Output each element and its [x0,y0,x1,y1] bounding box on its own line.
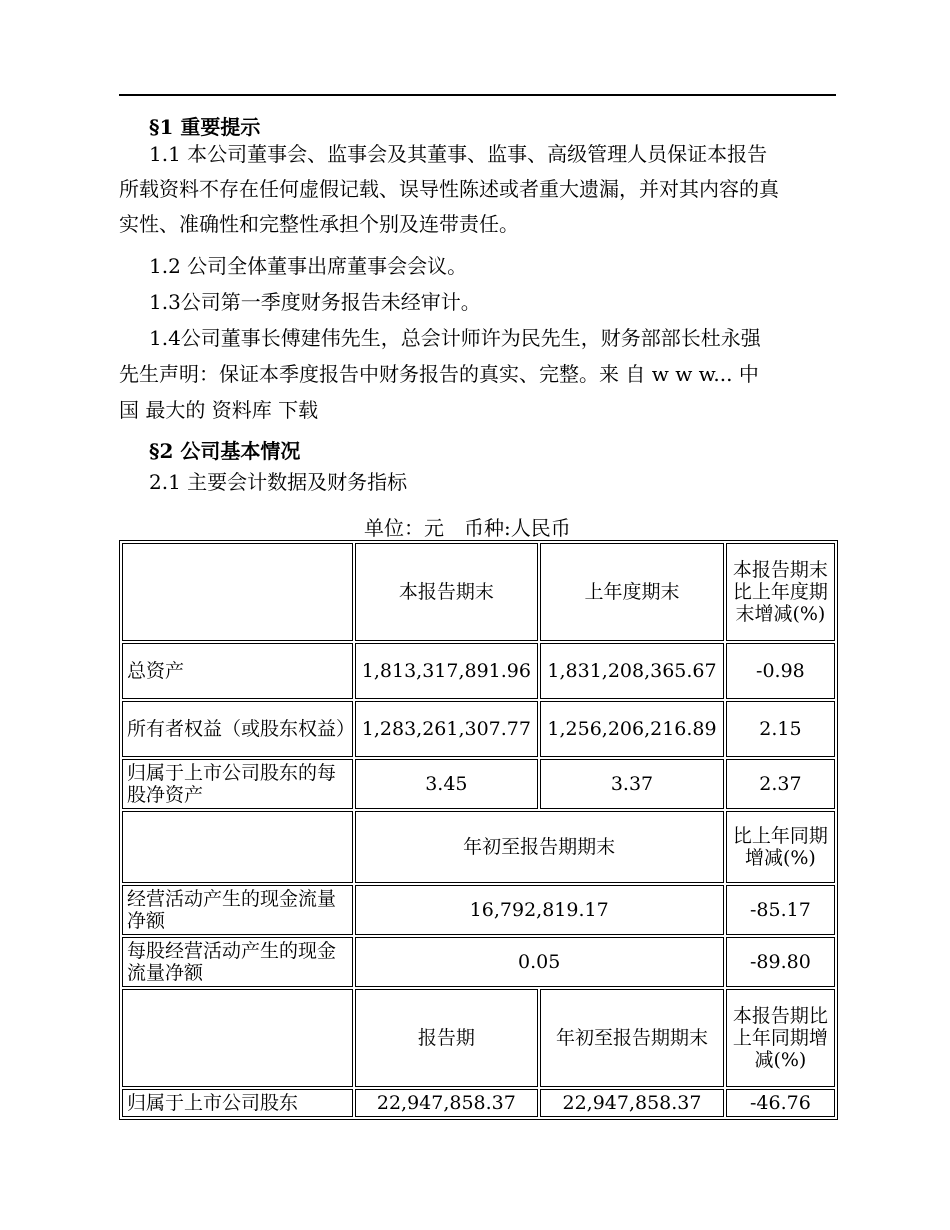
table-header-row [122,989,835,1087]
para-1-4-line3: 国 最大的 资料库 下载 [119,398,319,422]
para-1-1-line2: 所载资料不存在任何虚假记载、误导性陈述或者重大遗漏，并对其内容的真 [119,177,779,201]
row-value: 22,947,858.37 [540,1089,724,1117]
header-ytd: 年初至报告期期末 [355,811,724,883]
row-value: 0.05 [355,937,724,987]
row-value: 16,792,819.17 [355,885,724,935]
para-1-4-line1: 1.4公司董事长傅建伟先生，总会计师许为民先生，财务部部长杜永强 [149,326,761,350]
row-label: 归属于上市公司股东的每股净资产 [122,759,353,809]
row-change: -0.98 [726,643,835,699]
header-period-yoy-change: 本报告期比上年同期增减(%) [726,989,835,1087]
table-header-row [122,543,835,641]
row-change: -46.76 [726,1089,835,1117]
header-prior-year-end: 上年度期末 [540,543,724,641]
row-value: 22,947,858.37 [355,1089,539,1117]
header-blank-cell [122,989,353,1087]
para-1-1-line3: 实性、准确性和完整性承担个别及连带责任。 [119,212,519,236]
table-row [122,759,835,809]
row-label: 所有者权益（或股东权益） [122,701,353,757]
row-change: 2.15 [726,701,835,757]
unit-currency-line: 单位：元 币种:人民币 [364,516,571,540]
top-rule [119,94,836,96]
header-yoy-change-pct: 比上年同期增减(%) [726,811,835,883]
table-row [122,1089,835,1117]
table-header-row [122,811,835,883]
row-change: -85.17 [726,885,835,935]
header-blank-cell [122,811,353,883]
row-value: 1,813,317,891.96 [355,643,539,699]
para-1-3: 1.3公司第一季度财务报告未经审计。 [149,290,481,314]
table-row [122,937,835,987]
row-value: 3.37 [540,759,724,809]
section2-title: §2 公司基本情况 [149,439,301,463]
para-1-1-line1: 1.1 本公司董事会、监事会及其董事、监事、高级管理人员保证本报告 [149,142,768,166]
row-label: 经营活动产生的现金流量净额 [122,885,353,935]
row-label: 总资产 [122,643,353,699]
financial-indicators-table [119,540,838,1120]
row-change: 2.37 [726,759,835,809]
row-value: 3.45 [355,759,539,809]
row-label: 每股经营活动产生的现金流量净额 [122,937,353,987]
header-period-end: 本报告期末 [355,543,539,641]
row-value: 1,283,261,307.77 [355,701,539,757]
para-1-2: 1.2 公司全体董事出席董事会会议。 [149,254,468,278]
row-label: 归属于上市公司股东 [122,1089,353,1117]
row-value: 1,256,206,216.89 [540,701,724,757]
table-row [122,643,835,699]
row-value: 1,831,208,365.67 [540,643,724,699]
header-blank-cell [122,543,353,641]
header-report-period: 报告期 [355,989,539,1087]
header-ytd-period-end: 年初至报告期期末 [540,989,724,1087]
section2-subtitle: 2.1 主要会计数据及财务指标 [149,470,408,494]
section1-title: §1 重要提示 [149,115,261,139]
table-row [122,701,835,757]
header-change-pct: 本报告期末比上年度期末增减(%) [726,543,835,641]
table-row [122,885,835,935]
para-1-4-line2: 先生声明：保证本季度报告中财务报告的真实、完整。来 自 w w w... 中 [119,362,759,386]
row-change: -89.80 [726,937,835,987]
